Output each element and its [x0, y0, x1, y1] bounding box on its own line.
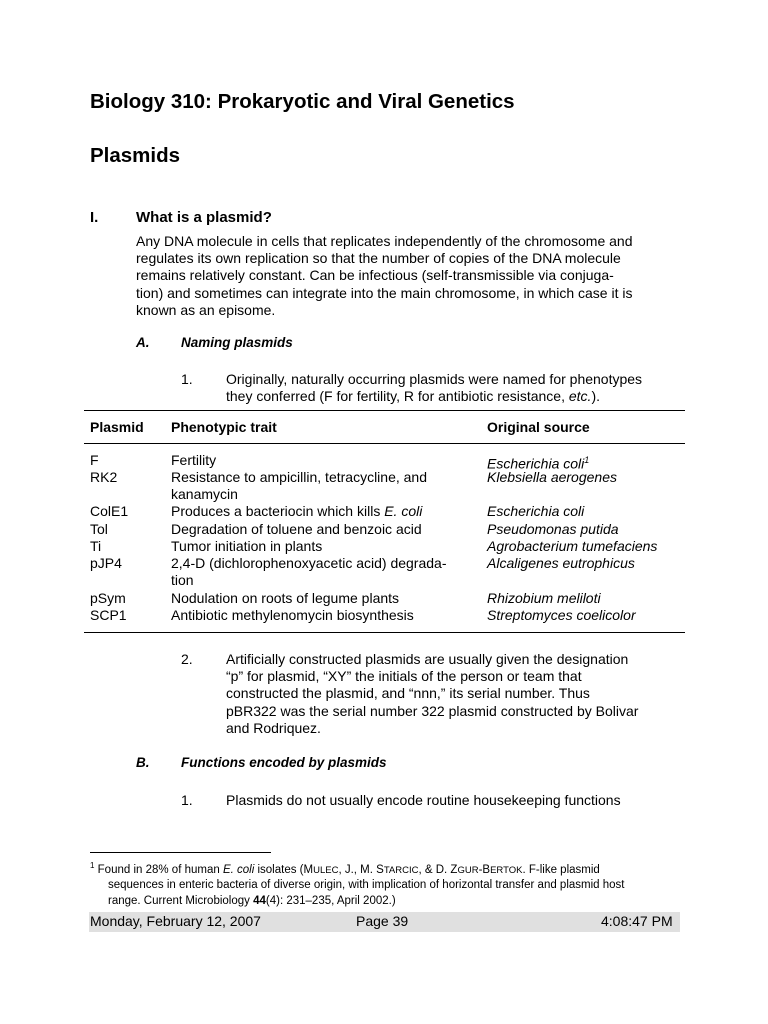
list-item-text: Plasmids do not usually encode routine housekeeping functions	[226, 792, 621, 808]
list-item-line: “p” for plasmid, “XY” the initials of the person or team that	[226, 668, 582, 685]
footnote-line: sequences in enteric bacteria of diverse origin, with implication of horizontal transfer and plasmid host	[108, 879, 625, 892]
list-item-number: 2.	[181, 651, 193, 667]
cell-trait: Fertility	[171, 452, 217, 468]
page-title: Plasmids	[90, 144, 181, 167]
cell-source: Streptomyces coelicolor	[487, 607, 636, 623]
subsection-letter: B.	[136, 755, 150, 770]
cell-trait: Antibiotic methylenomycin biosynthesis	[171, 607, 414, 623]
table-header-rule	[84, 443, 685, 444]
footer-page-number: Page 39	[356, 913, 409, 929]
list-item-line: and Rodriquez.	[226, 719, 321, 736]
section-number: I.	[90, 209, 99, 226]
section-paragraph	[136, 233, 681, 319]
footnote-mark: 1	[584, 455, 590, 465]
cell-source: Rhizobium meliloti	[487, 590, 601, 606]
list-item-line: they conferred (F for fertility, R for antibiotic resistance, etc.).	[226, 388, 601, 405]
cell-trait: 2,4-D (dichlorophenoxyacetic acid) degrada- tion	[171, 555, 447, 588]
list-item-line: Artificially constructed plasmids are usually given the designation	[226, 651, 629, 667]
cell-plasmid: SCP1	[90, 607, 127, 623]
footnote-mark: 1	[90, 861, 95, 870]
cell-source: Klebsiella aerogenes	[487, 469, 617, 485]
list-item-number: 1.	[181, 792, 193, 808]
subsection-heading: Functions encoded by plasmids	[181, 755, 387, 770]
cell-trait: Degradation of toluene and benzoic acid	[171, 521, 422, 537]
cell-plasmid: ColE1	[90, 503, 129, 519]
cell-plasmid: RK2	[90, 469, 118, 485]
paragraph-line: known as an episome.	[136, 301, 276, 318]
subsection-heading: Naming plasmids	[181, 335, 293, 350]
table-bottom-rule	[84, 632, 685, 633]
cell-plasmid: pJP4	[90, 555, 122, 571]
footnote-line: $^1$ Found in 28% of human E. coli isolates (MULEC, J., M. STARCIC, & D. ZGUR-BERTOK. F-like plasmid	[90, 861, 600, 876]
cell-source: Pseudomonas putida	[487, 521, 619, 537]
cell-plasmid: Ti	[90, 538, 102, 554]
cell-source: Escherichia coli$^1$	[487, 455, 590, 472]
paragraph-line: tion) and sometimes can integrate into the main chromosome, in which case it is	[136, 284, 633, 301]
cell-trait: Produces a bacteriocin which kills E. coli	[171, 503, 423, 519]
section-heading: What is a plasmid?	[136, 209, 272, 226]
footer-time: 4:08:47 PM	[601, 913, 673, 929]
table-top-rule	[84, 410, 685, 411]
column-header-trait: Phenotypic trait	[171, 419, 277, 435]
paragraph-line: remains relatively constant. Can be infectious (self-transmissible via conjuga-	[136, 267, 614, 284]
cell-plasmid: Tol	[90, 521, 108, 537]
column-header-source: Original source	[487, 419, 590, 435]
cell-plasmid: F	[90, 452, 99, 468]
cell-plasmid: pSym	[90, 590, 126, 606]
list-item-line: constructed the plasmid, and “nnn,” its serial number. Thus	[226, 685, 590, 702]
cell-source: Alcaligenes eutrophicus	[487, 555, 635, 571]
cell-trait: Resistance to ampicillin, tetracycline, and kanamycin	[171, 469, 428, 502]
paragraph-line: regulates its own replication so that the number of copies of the DNA molecule	[136, 250, 621, 267]
footnote-line: range. Current Microbiology 44(4): 231–235, April 2002.)	[108, 894, 396, 907]
document-title: Biology 310: Prokaryotic and Viral Genetics	[90, 90, 515, 113]
footnote-separator	[90, 852, 271, 853]
subsection-letter: A.	[136, 335, 150, 350]
cell-source: Escherichia coli	[487, 503, 585, 519]
cell-source: Agrobacterium tumefaciens	[487, 538, 658, 554]
list-item-line: Originally, naturally occurring plasmids were named for phenotypes	[226, 371, 643, 387]
footer-date: Monday, February 12, 2007	[90, 913, 261, 929]
list-item-text	[226, 371, 686, 405]
paragraph-line: Any DNA molecule in cells that replicates independently of the chromosome and	[136, 233, 633, 249]
list-item-text	[226, 651, 686, 737]
cell-trait: Nodulation on roots of legume plants	[171, 590, 400, 606]
cell-trait: Tumor initiation in plants	[171, 538, 323, 554]
list-item-number: 1.	[181, 371, 193, 387]
column-header-plasmid: Plasmid	[90, 419, 144, 435]
list-item-line: pBR322 was the serial number 322 plasmid constructed by Bolivar	[226, 702, 639, 719]
footnote	[90, 858, 680, 909]
